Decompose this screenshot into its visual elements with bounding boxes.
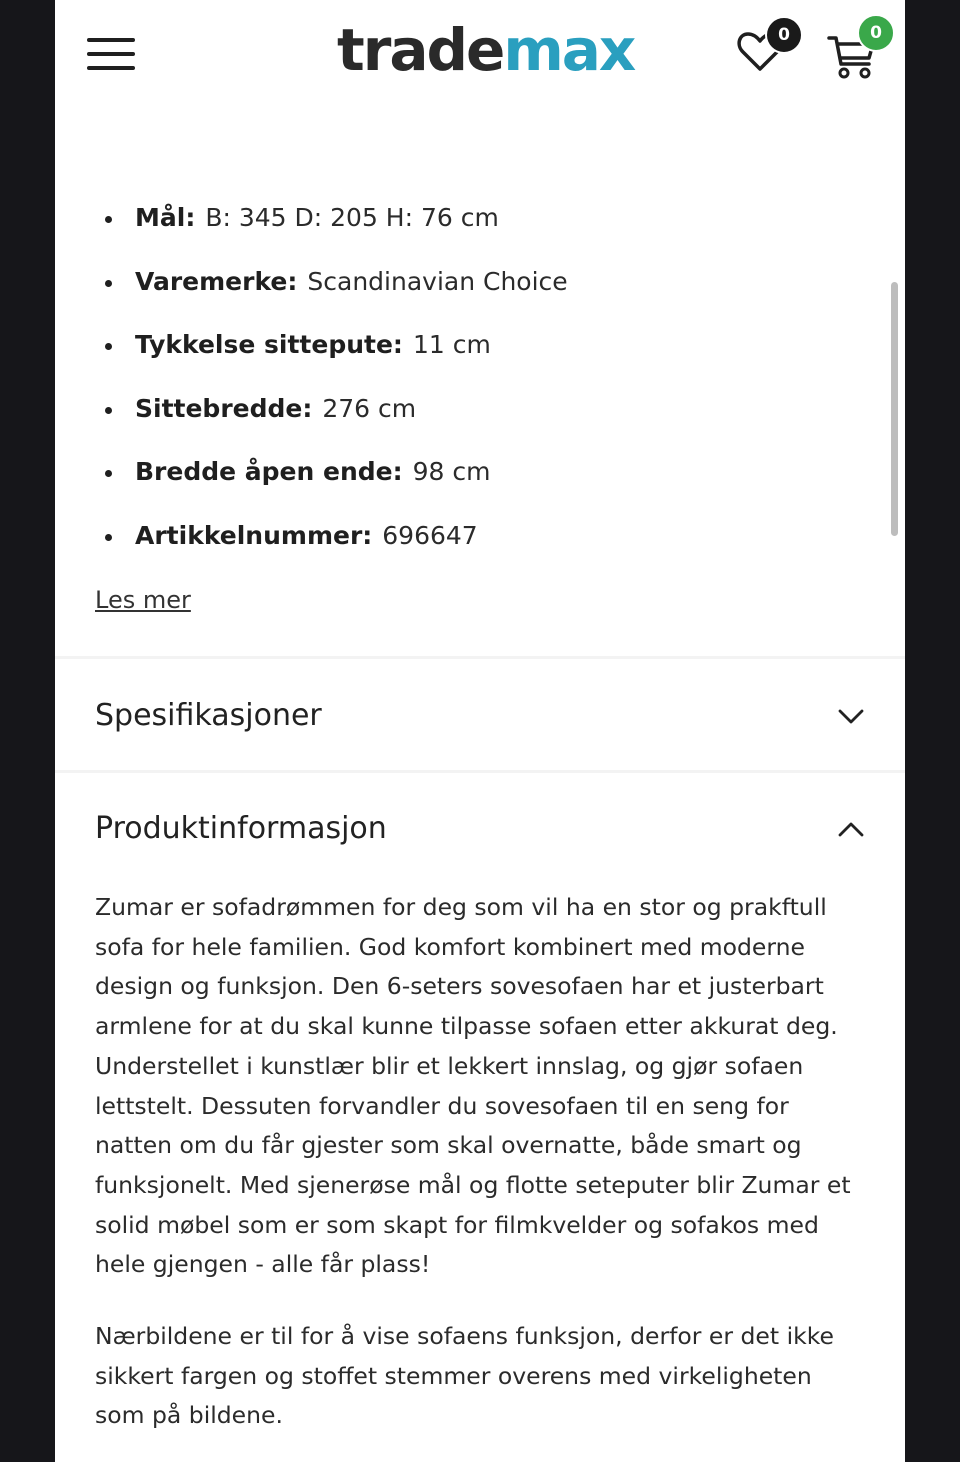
bullet-dot — [105, 280, 112, 287]
detail-value: 11 cm — [412, 330, 491, 360]
scrollbar[interactable] — [891, 282, 898, 536]
detail-label: Mål: — [135, 203, 196, 232]
detail-label: Bredde åpen ende: — [135, 457, 403, 487]
detail-value: 696647 — [382, 520, 478, 550]
page — [55, 0, 905, 1462]
wishlist-button[interactable] — [735, 26, 795, 86]
product-disclaimer: Nærbildene er til for å vise sofaens funksjon, derfor er det ikke sikkert fargen og stoffet stemmer overens med virkeligheten som på bildene. — [95, 1322, 834, 1430]
divider — [55, 770, 905, 773]
logo-text-trade: trade — [337, 16, 504, 84]
chevron-up-icon — [837, 816, 865, 844]
accordion-title: Spesifikasjoner — [95, 698, 322, 733]
bullet-dot — [105, 407, 112, 414]
menu-icon-line — [87, 66, 135, 70]
bullet-dot — [105, 343, 112, 350]
accordion-specifications[interactable] — [55, 660, 905, 770]
bullet-dot — [105, 216, 112, 223]
product-description: Zumar er sofadrømmen for deg som vil ha en stor og prakftull sofa for hele familien. God komfort kombinert med moderne design og funksjon. Den 6-seters sovesofaen har et justerbart armlene for at du skal kunne tilpasse sofaen etter akkurat deg. Understellet i kunstlær blir et lekkert innslag, og gjør sofaen lettstelt. Dessuten forvandler du sovesofaen til en seng for natten om du får gjester som skal overnatte, både smart og funksjonelt. Med sjenerøse mål og flotte seteputer blir Zumar et solid møbel som er som skapt for filmkvelder og sofakos med hele gjengen - alle får plass! — [95, 893, 851, 1279]
detail-value: 98 cm — [412, 457, 491, 487]
detail-value: Scandinavian Choice — [307, 266, 568, 296]
bullet-dot — [105, 534, 112, 541]
read-more-link[interactable]: Les mer — [95, 586, 191, 614]
menu-icon — [87, 38, 135, 42]
wishlist-count-badge: 0 — [765, 16, 803, 54]
detail-value: B: 345 D: 205 H: 76 cm — [205, 203, 499, 232]
detail-label: Sittebredde: — [135, 393, 313, 423]
divider — [55, 656, 905, 659]
cart-count-badge: 0 — [857, 14, 895, 52]
menu-button[interactable] — [85, 36, 137, 72]
bullet-dot — [105, 470, 112, 477]
site-header — [55, 0, 905, 100]
accordion-product-info[interactable] — [55, 774, 905, 884]
detail-label: Tykkelse sittepute: — [135, 330, 403, 360]
chevron-down-icon — [837, 702, 865, 730]
logo-text-max: max — [503, 16, 635, 84]
detail-label: Artikkelnummer: — [135, 520, 373, 550]
trademax-logo[interactable] — [337, 12, 634, 88]
accordion-title: Produktinformasjon — [95, 811, 387, 846]
cart-button[interactable] — [827, 18, 893, 84]
menu-icon-line — [87, 52, 135, 56]
detail-label: Varemerke: — [135, 266, 298, 296]
detail-value: 276 cm — [322, 393, 417, 423]
